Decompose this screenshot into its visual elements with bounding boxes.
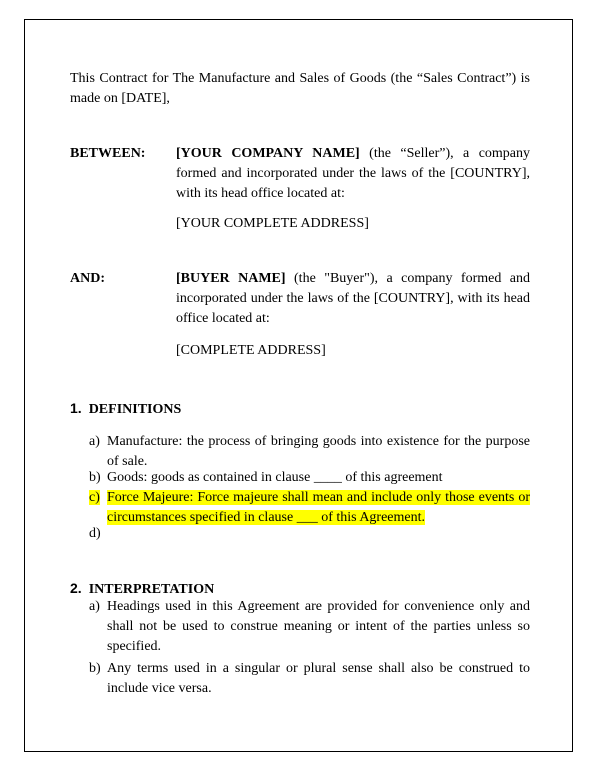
intro-paragraph: This Contract for The Manufacture and Sales of Goods (the “Sales Contract”) is made on [DATE], — [70, 71, 530, 106]
list-item-letter: d) — [89, 526, 101, 541]
definition-force-majeure — [107, 488, 530, 528]
seller-description: (the “Seller”), a company formed and incorporated under the laws of the [COUNTRY], with its head office located at: — [176, 146, 531, 201]
list-item-letter: a) — [89, 434, 100, 449]
buyer-description: (the "Buyer"), a company formed and incorporated under the laws of the [COUNTRY], with its head office located at: — [176, 271, 530, 326]
party-seller-paragraph — [176, 144, 530, 204]
seller-address: [YOUR COMPLETE ADDRESS] — [176, 216, 369, 231]
interpretation-headings: Headings used in this Agreement are provided for convenience only and shall not be used to construe meaning or intent of the parties unless so specified. — [107, 599, 530, 654]
seller-name: [YOUR COMPANY NAME] — [176, 146, 360, 161]
list-item-letter: b) — [89, 470, 101, 485]
party-buyer-paragraph — [176, 269, 530, 329]
list-item-letter: b) — [89, 661, 101, 676]
party-label-and: AND: — [70, 271, 105, 286]
party-label-between: BETWEEN: — [70, 146, 146, 161]
definition-goods: Goods: goods as contained in clause ____ of this agreement — [107, 470, 443, 485]
definition-manufacture: Manufacture: the process of bringing goods into existence for the purpose of sale. — [107, 434, 530, 469]
buyer-address: [COMPLETE ADDRESS] — [176, 343, 326, 358]
section-number: 2. — [70, 580, 82, 596]
highlighted-text: Force Majeure: Force majeure shall mean and include only those events or circumstances specified in clause ___ of this Agreement. — [107, 490, 530, 525]
section-title: INTERPRETATION — [88, 582, 215, 597]
buyer-name: [BUYER NAME] — [176, 271, 286, 286]
list-item-letter: a) — [89, 599, 100, 614]
interpretation-terms: Any terms used in a singular or plural sense shall also be construed to include vice versa. — [107, 661, 530, 696]
section-number: 1. — [70, 400, 82, 416]
section-title: DEFINITIONS — [88, 402, 182, 417]
list-item-letter: c) — [89, 490, 100, 505]
section-heading-definitions — [70, 398, 181, 420]
